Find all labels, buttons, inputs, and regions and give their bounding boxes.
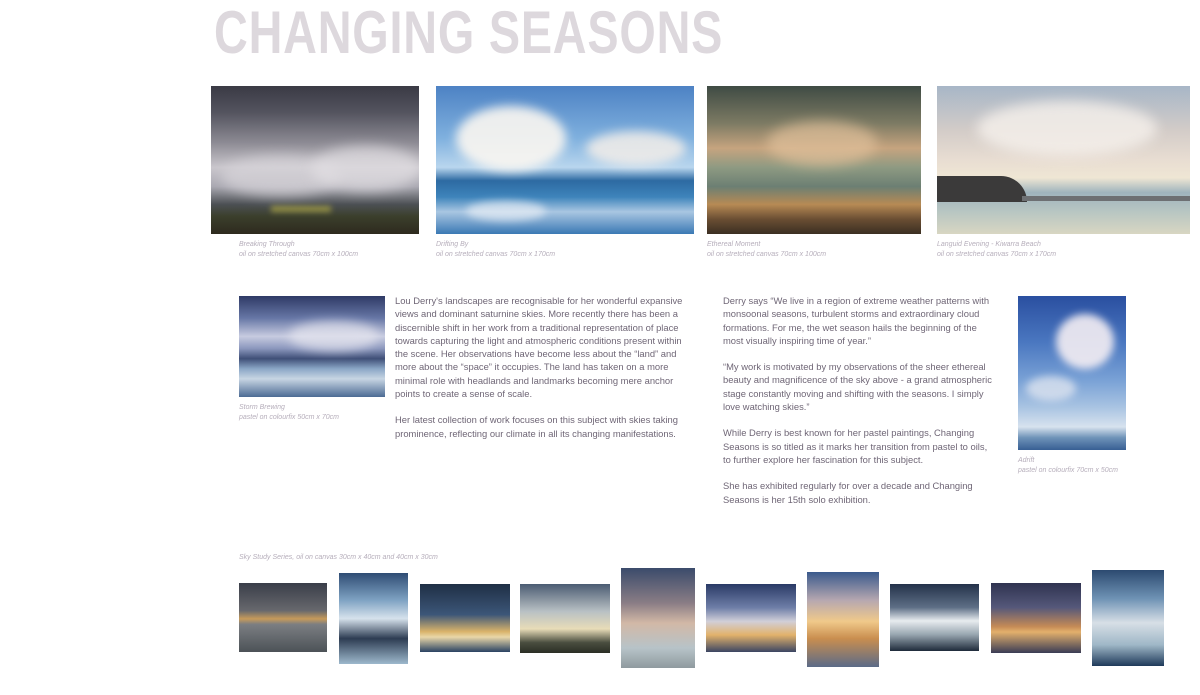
quote-paragraph: Derry says “We live in a region of extreme weather patterns with monsoonal seasons, turbulent storms and extraordinary cloud formations. For me, the wet season hails the beginning of the most visually inspiring time of year.” bbox=[723, 295, 990, 346]
caption-adrift bbox=[1018, 456, 1118, 476]
caption-breaking-through bbox=[239, 240, 358, 260]
painting-adrift bbox=[1018, 296, 1126, 450]
intro-paragraph: Her latest collection of work focuses on this subject with skies taking prominence, reflecting our climate in all its changing manifestations. bbox=[395, 414, 678, 439]
painting-title: Adrift bbox=[1018, 457, 1035, 464]
sky-study-painting bbox=[239, 583, 327, 652]
intro-paragraph: Lou Derry's landscapes are recognisable for her wonderful expansive views and dominant saturnine skies. More recently there has been a discernible shift in her work from a traditional representation of place towards capturing the light and atmospheric conditions present within the scene. Her observations have become less about the “land” and more about the “space” it occupies. The land has taken on a more minimal role with headlands and landmarks becoming mere anchor points to create a sense of scale. bbox=[395, 295, 683, 400]
painting-medium: oil on stretched canvas 70cm x 100cm bbox=[707, 251, 827, 258]
painting-drifting-by bbox=[436, 86, 694, 234]
painting-breaking-through bbox=[211, 86, 419, 234]
caption-storm-brewing bbox=[239, 403, 339, 423]
sky-study-painting bbox=[621, 568, 695, 668]
painting-title: Breaking Through bbox=[239, 241, 295, 248]
intro-text bbox=[395, 294, 683, 453]
caption-drifting-by bbox=[436, 240, 555, 260]
quote-text bbox=[723, 294, 995, 519]
painting-languid-evening bbox=[937, 86, 1190, 234]
painting-title: Storm Brewing bbox=[239, 404, 285, 411]
sky-study-painting bbox=[706, 584, 796, 652]
painting-medium: pastel on colourfix 50cm x 70cm bbox=[239, 414, 339, 421]
sky-study-painting bbox=[520, 584, 610, 653]
painting-medium: oil on stretched canvas 70cm x 170cm bbox=[436, 251, 556, 258]
caption-languid-evening bbox=[937, 240, 1056, 260]
painting-storm-brewing bbox=[239, 296, 385, 397]
sky-study-painting bbox=[339, 573, 408, 664]
sky-study-painting bbox=[807, 572, 879, 667]
page-title: CHANGING SEASONS bbox=[214, 0, 724, 66]
sky-study-painting bbox=[1092, 570, 1164, 666]
sky-study-label: Sky Study Series, oil on canvas 30cm x 40cm and 40cm x 30cm bbox=[239, 554, 438, 561]
painting-medium: oil on stretched canvas 70cm x 170cm bbox=[937, 251, 1057, 258]
sky-study-painting bbox=[890, 584, 979, 651]
painting-title: Drifting By bbox=[436, 241, 469, 248]
painting-medium: oil on stretched canvas 70cm x 100cm bbox=[239, 251, 359, 258]
sky-study-painting bbox=[420, 584, 510, 652]
painting-title: Ethereal Moment bbox=[707, 241, 761, 248]
painting-medium: pastel on colourfix 70cm x 50cm bbox=[1018, 467, 1118, 474]
quote-paragraph: “My work is motivated by my observations of the sheer ethereal beauty and magnificence of the sky above - a grand atmospheric stage constantly moving and shifting with the seasons. I simply love watching skies.” bbox=[723, 361, 992, 413]
painting-ethereal-moment bbox=[707, 86, 921, 234]
sky-study-painting bbox=[991, 583, 1081, 653]
quote-paragraph: She has exhibited regularly for over a decade and Changing Seasons is her 15th solo exhibition. bbox=[723, 480, 973, 505]
caption-ethereal-moment bbox=[707, 240, 826, 260]
quote-paragraph: While Derry is best known for her pastel paintings, Changing Seasons is so titled as it marks her transition from pastel to oils, to further explore her fascination for this subject. bbox=[723, 427, 988, 465]
painting-title: Languid Evening - Kiwarra Beach bbox=[937, 241, 1041, 248]
